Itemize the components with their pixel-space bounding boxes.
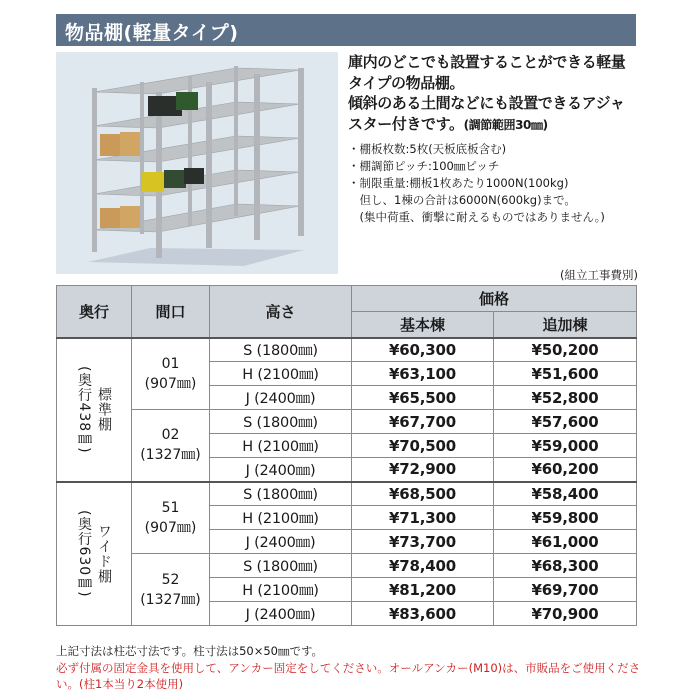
dimension-footnote: 上記寸法は柱芯寸法です。柱寸法は50×50㎜です。: [56, 644, 324, 658]
header-price: 価格: [352, 286, 637, 312]
group-name: ワイド棚: [96, 523, 112, 584]
height-cell: H (2100㎜): [210, 506, 352, 530]
width-cell: 51 (907㎜): [132, 482, 210, 554]
height-cell: S (1800㎜): [210, 410, 352, 434]
description-main: [348, 52, 638, 135]
base-price-cell: ¥63,100: [352, 362, 494, 386]
height-cell: H (2100㎜): [210, 362, 352, 386]
price-table: [56, 285, 637, 626]
spec-item: ・制限重量:棚板1枚あたり1000N(100kg): [348, 176, 569, 190]
height-cell: J (2400㎜): [210, 458, 352, 482]
group-standard: [57, 338, 132, 482]
shelf-illustration: [56, 52, 338, 274]
add-price-cell: ¥59,000: [494, 434, 637, 458]
description-main-text: 庫内のどこでも設置することができる軽量タイプの物品棚。 傾斜のある土間などにも設置できるアジャスター付きです。: [348, 53, 626, 133]
header-depth: 奥行: [57, 286, 132, 338]
base-price-cell: ¥81,200: [352, 578, 494, 602]
group-name: 標準棚: [96, 387, 112, 432]
spec-item: ・棚調節ピッチ:100㎜ピッチ: [348, 159, 500, 173]
anchor-caution: 必ず付属の固定金具を使用して、アンカー固定をしてください。オールアンカー(M10)は、市販品をご使用ください。(柱1本当り2本使用): [56, 661, 641, 691]
height-cell: H (2100㎜): [210, 578, 352, 602]
add-price-cell: ¥51,600: [494, 362, 637, 386]
add-price-cell: ¥68,300: [494, 554, 637, 578]
base-price-cell: ¥60,300: [352, 338, 494, 362]
height-cell: S (1800㎜): [210, 554, 352, 578]
width-cell: 02 (1327㎜): [132, 410, 210, 482]
height-cell: S (1800㎜): [210, 482, 352, 506]
header-base: 基本棟: [352, 312, 494, 338]
width-cell: 52 (1327㎜): [132, 554, 210, 626]
base-price-cell: ¥68,500: [352, 482, 494, 506]
add-price-cell: ¥57,600: [494, 410, 637, 434]
page-title: 物品棚(軽量タイプ): [65, 22, 239, 44]
add-price-cell: ¥58,400: [494, 482, 637, 506]
height-cell: J (2400㎜): [210, 386, 352, 410]
add-price-cell: ¥50,200: [494, 338, 637, 362]
base-price-cell: ¥71,300: [352, 506, 494, 530]
header-height: 高さ: [210, 286, 352, 338]
spec-item: (集中荷重、衝撃に耐えるものではありません。): [348, 210, 605, 224]
height-cell: J (2400㎜): [210, 530, 352, 554]
add-price-cell: ¥70,900: [494, 602, 637, 626]
spec-item: ・棚板枚数:5枚(天板底板含む): [348, 142, 507, 156]
base-price-cell: ¥72,900: [352, 458, 494, 482]
base-price-cell: ¥70,500: [352, 434, 494, 458]
base-price-cell: ¥67,700: [352, 410, 494, 434]
description: [348, 52, 638, 226]
base-price-cell: ¥73,700: [352, 530, 494, 554]
add-price-cell: ¥59,800: [494, 506, 637, 530]
group-depth: (奥行438㎜): [76, 365, 92, 454]
base-price-cell: ¥78,400: [352, 554, 494, 578]
add-price-cell: ¥60,200: [494, 458, 637, 482]
add-price-cell: ¥69,700: [494, 578, 637, 602]
group-depth: (奥行630㎜): [76, 509, 92, 598]
height-cell: H (2100㎜): [210, 434, 352, 458]
height-cell: S (1800㎜): [210, 338, 352, 362]
height-cell: J (2400㎜): [210, 602, 352, 626]
product-photo: [56, 52, 338, 274]
width-cell: 01 (907㎜): [132, 338, 210, 410]
spec-list: [348, 141, 638, 226]
title-bar: [56, 14, 636, 46]
add-price-cell: ¥52,800: [494, 386, 637, 410]
add-price-cell: ¥61,000: [494, 530, 637, 554]
assembly-note: (組立工事費別): [560, 268, 638, 282]
spec-item: 但し、1棟の合計は6000N(600kg)まで。: [348, 193, 576, 207]
header-add: 追加棟: [494, 312, 637, 338]
header-width: 間口: [132, 286, 210, 338]
base-price-cell: ¥83,600: [352, 602, 494, 626]
adjust-range: (調節範囲30㎜): [463, 117, 548, 132]
group-wide: [57, 482, 132, 626]
base-price-cell: ¥65,500: [352, 386, 494, 410]
